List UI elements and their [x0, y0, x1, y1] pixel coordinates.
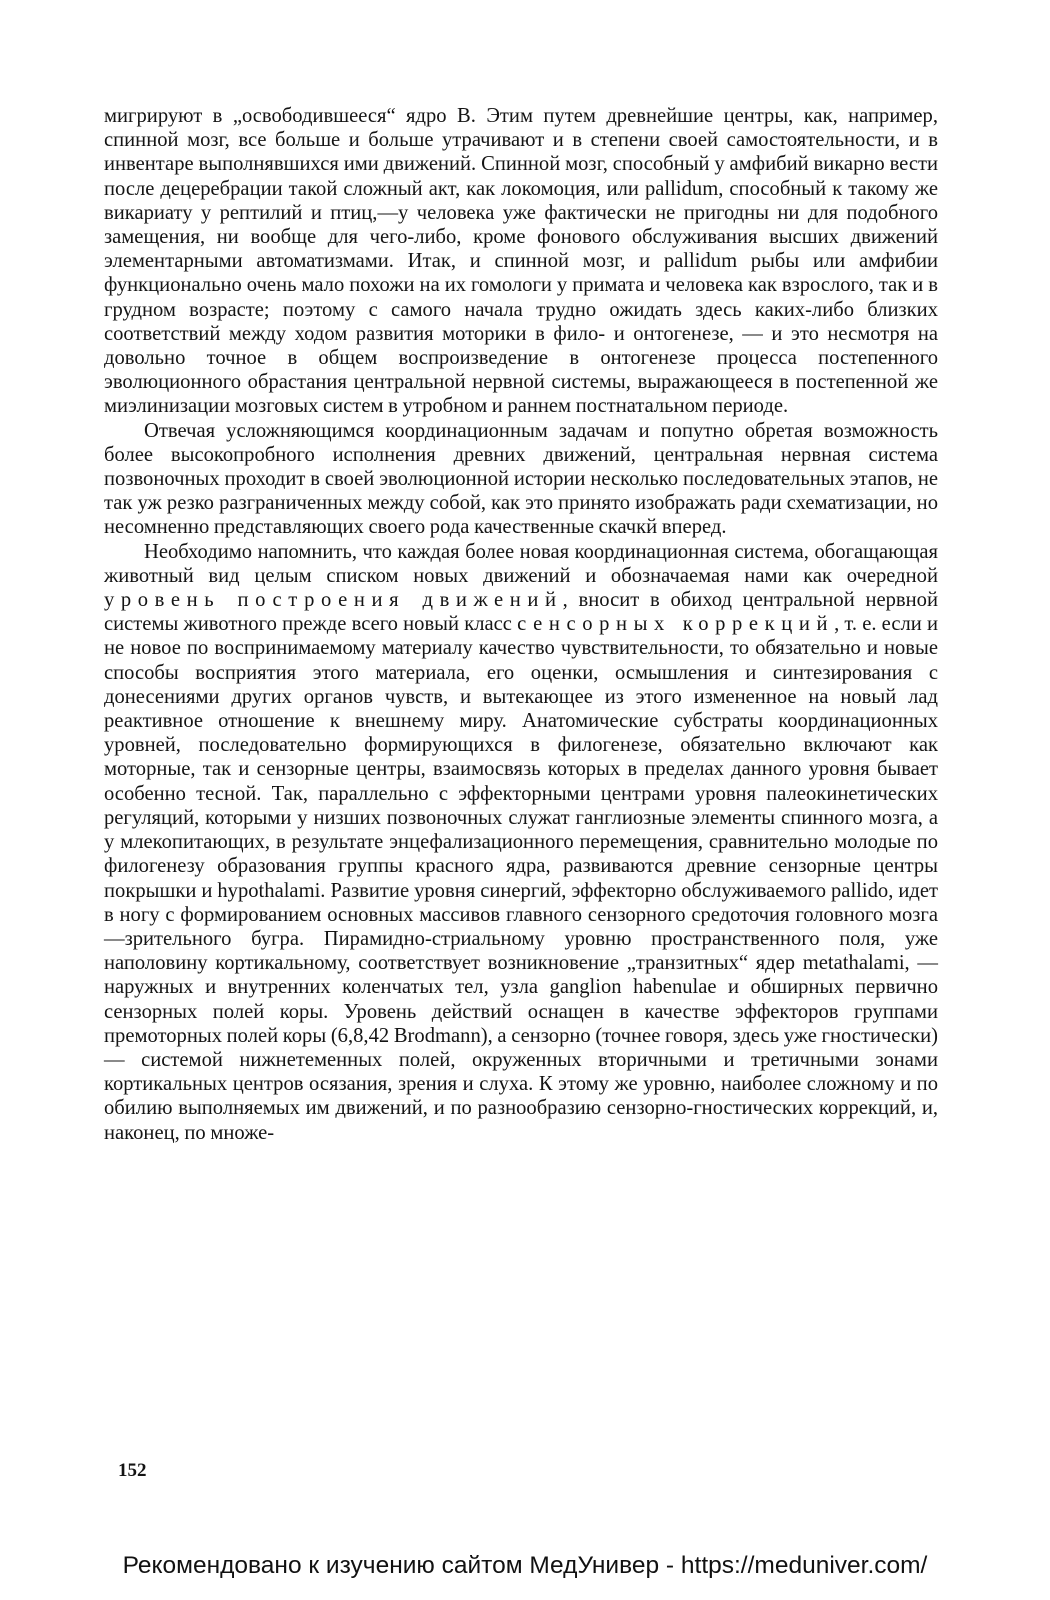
emphasis-sensory-corrections: сенсорных коррекций	[517, 613, 835, 636]
paragraph-1	[104, 104, 938, 419]
page-body	[104, 104, 938, 1145]
paragraph-2	[104, 419, 938, 540]
page-number: 152	[118, 1460, 147, 1481]
footer-recommendation: Рекомендовано к изучению сайтом МедУнивер - https://meduniver.com/	[122, 1552, 928, 1579]
paragraph-3-text-c: , т. е. если и не новое по воспринимаемому материалу качество чувствительности, то обязательно и новые способы восприятия этого материала, его оценки, осмышления и синтезирования с донесениями других органов чувств, и вытекающее из этого измененное на новый лад реактивное отношение к внешнему миру. Анатомические субстраты координационных уровней, последовательно формирующихся в филогенезе, обязательно включают как моторные, так и сензорные центры, взаимосвязь которых в пределах данного уровня бывает особенно тесной. Так, параллельно с эффекторными центрами уровня палеокинетических регуляций, которыми у низших позвоночных служат ганглиозные элементы спинного мозга, а у млекопитающих, в результате энцефализационного перемещения, сравнительно молодые по филогенезу образования группы красного ядра, развиваются древние сензорные центры покрышки и hypothalami. Развитие уровня синергий, эффекторно обслуживаемого pallido, идет в ногу с формированием основных массивов главного сензорного средоточия головного мозга—зрительного бугра. Пирамидно-стриальному уровню пространственного поля, уже наполовину кортикальному, соответствует возникновение „транзитных“ ядер metathalami, — наружных и внутренних коленчатых тел, узла ganglion habenulae и обширных первично сензорных полей коры. Уровень действий оснащен в качестве эффекторов группами премоторных полей коры (6,8,42 Brodmann), а сензорно (точнее говоря, здесь уже гностически) — системой нижнетеменных полей, окруженных вторичными и третичными зонами кортикальных центров осязания, зрения и слуха. К этому же уровню, наиболее сложному и по обилию выполняемых им движений, и по разнообразию сензорно-гностических коррекций, и, наконец, по множе-	[104, 613, 938, 1144]
paragraph-2-text: Отвечая усложняющимся координационным задачам и попутно обретая возможность более высокопробного исполнения древних движений, центральная нервная система позвоночных проходит в своей эволюционной истории несколько последовательных этапов, не так уж резко разграниченных между собой, как это принято изображать ради схематизации, но несомненно представляющих своего рода качественные скачкй вперед.	[104, 419, 938, 539]
paragraph-1-text: мигрируют в „освободившееся“ ядро В. Этим путем древнейшие центры, как, например, спинной мозг, все больше и больше утрачивают и в степени своей самостоятельности, и в инвентаре выполнявшихся ими движений. Спинной мозг, способный у амфибий викарно вести после децеребрации такой сложный акт, как локомоция, или pallidum, способный к такому же викариату у рептилий и птиц,—у человека уже фактически не пригодны ни для подобного замещения, ни вообще для чего-либо, кроме фонового обслуживания высших движений элементарными автоматизмами. Итак, и спинной мозг, и pallidum рыбы или амфибии функционально очень мало похожи на их гомологи у примата и человека как взрослого, так и в грудном возрасте; поэтому с самого начала трудно ожидать здесь каких-либо близких соответствий между ходом развития моторики в фило- и онтогенезе, — и это несмотря на довольно точное в общем воспроизведение в онтогенезе процесса постепенного эволюционного обрастания центральной нервной системы, выражающееся в постепенной же миэлинизации мозговых систем в утробном и раннем постнатальном периоде.	[104, 105, 938, 418]
paragraph-3-text-a: Необходимо напомнить, что каждая более новая координационная система, обогащающая животный вид целым списком новых движений и обозначаемая нами как очередной	[104, 540, 938, 587]
paragraph-3-text-b: , вносит в обиход центральной нервной системы животного прежде всего новый класс	[104, 589, 938, 636]
paragraph-3	[104, 540, 938, 1145]
emphasis-levels-of-movement-construction: уровень построения движений	[104, 589, 563, 612]
